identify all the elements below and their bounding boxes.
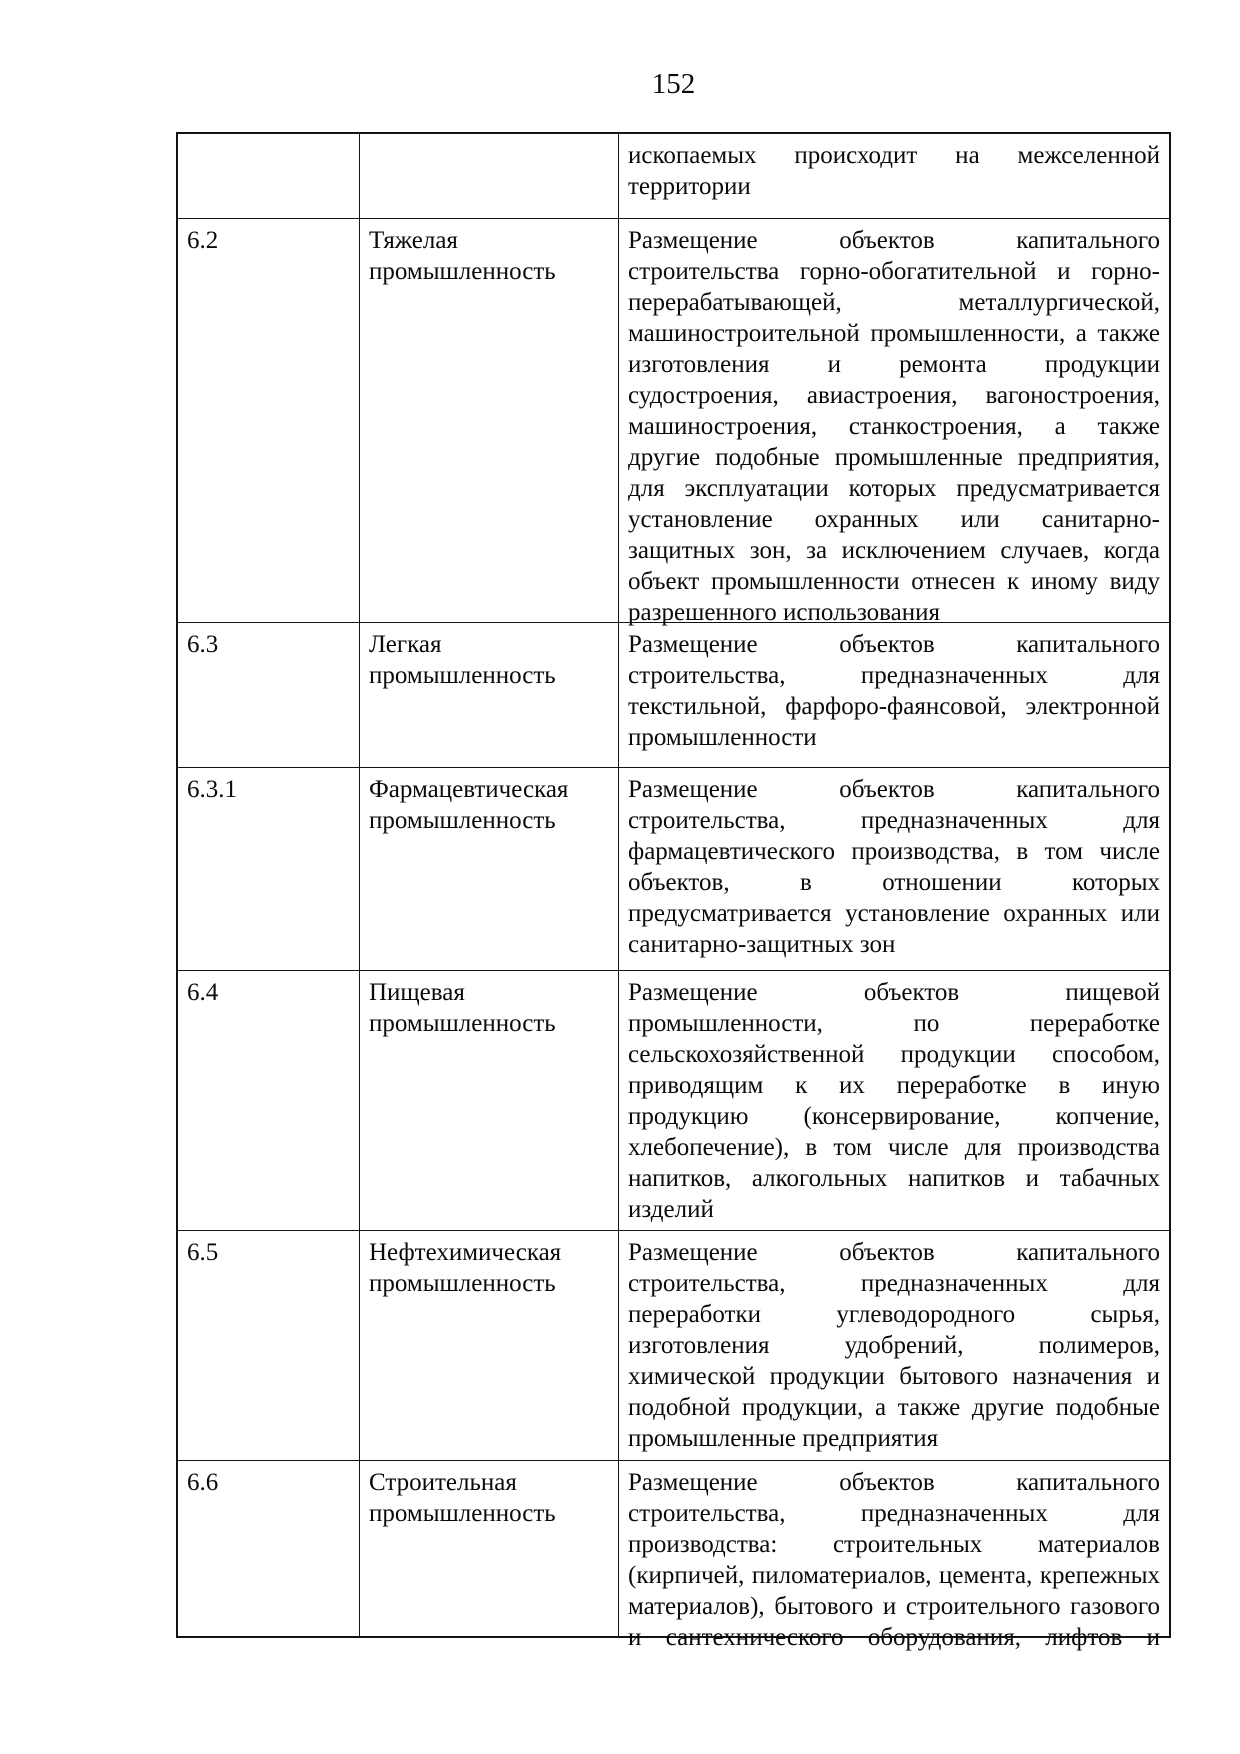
description-cell — [619, 219, 1169, 626]
description-line: Размещение объектов капитального — [628, 631, 1160, 658]
description-line: текстильной, фарфоро-фаянсовой, электронной — [628, 693, 1160, 720]
description-line: строительства горно-обогатительной и горно- — [628, 258, 1160, 285]
page-number: 152 — [651, 68, 696, 100]
description-line: разрешенного использования — [628, 599, 941, 626]
description-cell — [619, 623, 1169, 767]
name-cell — [360, 134, 619, 218]
description-line: изготовления и ремонта продукции — [628, 351, 1160, 378]
description-line: (кирпичей, пиломатериалов, цемента, крепежных — [628, 1562, 1160, 1589]
description-line: строительства, предназначенных для — [628, 1500, 1160, 1527]
code-cell: 6.4 — [178, 971, 360, 1230]
description-line: изделий — [628, 1196, 714, 1223]
description-line: Размещение объектов капитального — [628, 227, 1160, 254]
name-cell: Легкая промышленность — [360, 623, 619, 767]
code-cell: 6.3 — [178, 623, 360, 767]
name-cell: Нефтехимическая промышленность — [360, 1231, 619, 1460]
description-line: хлебопечение), в том числе для производства — [628, 1134, 1160, 1161]
description-line: установление охранных или санитарно- — [628, 506, 1160, 533]
description-line: химической продукции бытового назначения и — [628, 1363, 1160, 1390]
description-line: приводящим к их переработке в иную — [628, 1072, 1160, 1099]
name-cell: Строительная промышленность — [360, 1461, 619, 1636]
description-cell — [619, 134, 1169, 218]
description-line: защитных зон, за исключением случаев, когда — [628, 537, 1160, 564]
description-line: производства: строительных материалов — [628, 1531, 1160, 1558]
description-line: судостроения, авиастроения, вагоностроения, — [628, 382, 1160, 409]
code-cell: 6.2 — [178, 219, 360, 622]
description-line: и сантехнического оборудования, лифтов и — [628, 1624, 1160, 1651]
description-line: машиностроительной промышленности, а также — [628, 320, 1160, 347]
code-cell — [178, 134, 360, 218]
table-row — [178, 768, 1169, 971]
description-line: Размещение объектов пищевой — [628, 979, 1160, 1006]
description-line: строительства, предназначенных для — [628, 662, 1160, 689]
table-row — [178, 1231, 1169, 1461]
name-cell: Фармацевтическая промышленность — [360, 768, 619, 970]
description-line: Размещение объектов капитального — [628, 1239, 1160, 1266]
description-line: промышленности, по переработке — [628, 1010, 1160, 1037]
table-row — [178, 1461, 1169, 1651]
description-line: объектов, в отношении которых — [628, 869, 1160, 896]
description-line: переработки углеводородного сырья, — [628, 1301, 1160, 1328]
description-line: Размещение объектов капитального — [628, 1469, 1160, 1496]
description-line: ископаемых происходит на межселенной — [628, 142, 1160, 169]
description-line: промышленности — [628, 724, 817, 751]
description-cell — [619, 971, 1169, 1230]
description-cell — [619, 768, 1169, 970]
table-row — [178, 623, 1169, 768]
description-line: продукцию (консервирование, копчение, — [628, 1103, 1160, 1130]
code-cell: 6.5 — [178, 1231, 360, 1460]
description-line: объект промышленности отнесен к иному виду — [628, 568, 1160, 595]
description-line: предусматривается установление охранных или — [628, 900, 1160, 927]
description-line: напитков, алкогольных напитков и табачных — [628, 1165, 1160, 1192]
description-line: Размещение объектов капитального — [628, 776, 1160, 803]
description-line: материалов), бытового и строительного газового — [628, 1593, 1160, 1620]
table-row — [178, 219, 1169, 626]
description-line: машиностроения, станкостроения, а также — [628, 413, 1160, 440]
table-row — [178, 134, 1169, 219]
description-line: изготовления удобрений, полимеров, — [628, 1332, 1160, 1359]
code-cell: 6.3.1 — [178, 768, 360, 970]
description-line: для эксплуатации которых предусматривается — [628, 475, 1160, 502]
description-line: подобной продукции, а также другие подобные — [628, 1394, 1160, 1421]
code-cell: 6.6 — [178, 1461, 360, 1636]
description-line: территории — [628, 173, 751, 200]
description-line: строительства, предназначенных для — [628, 1270, 1160, 1297]
table-row — [178, 971, 1169, 1231]
land-use-classifier-table — [176, 132, 1171, 1651]
name-cell: Тяжелая промышленность — [360, 219, 619, 622]
description-line: другие подобные промышленные предприятия, — [628, 444, 1160, 471]
description-line: строительства, предназначенных для — [628, 807, 1160, 834]
description-line: сельскохозяйственной продукции способом, — [628, 1041, 1160, 1068]
description-line: фармацевтического производства, в том числе — [628, 838, 1160, 865]
description-cell — [619, 1461, 1169, 1651]
description-cell — [619, 1231, 1169, 1460]
description-line: санитарно-защитных зон — [628, 931, 896, 958]
description-line: промышленные предприятия — [628, 1425, 939, 1452]
description-line: перерабатывающей, металлургической, — [628, 289, 1160, 316]
name-cell: Пищевая промышленность — [360, 971, 619, 1230]
